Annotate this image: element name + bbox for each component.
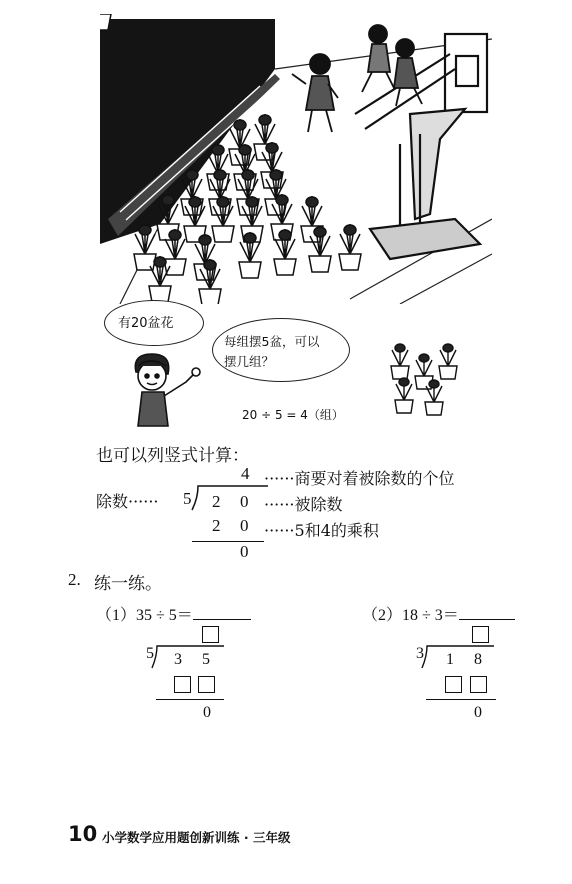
demo-product-tens: 2: [212, 516, 221, 535]
demo-note-quotient: ······商要对着被除数的个位: [264, 469, 455, 488]
bubble-question-line1: 每组摆5盆，可以: [224, 334, 320, 349]
demo-dividend-tens: 2: [212, 492, 221, 511]
exercise-2-dividend-tens: 1: [446, 651, 454, 668]
exercise-1-answer-blank[interactable]: [193, 603, 251, 620]
exercise-2-remainder: 0: [474, 704, 482, 721]
exercise-2-product-box-tens[interactable]: [445, 676, 462, 693]
demo-note-dividend: ······被除数: [264, 495, 343, 514]
intro-text: 也可以列竖式计算：: [96, 446, 249, 466]
exercise-1-product-box-tens[interactable]: [174, 676, 191, 693]
schoolyard-drawing: [100, 14, 492, 304]
demo-remainder: 0: [240, 542, 249, 561]
demo-divisor-label: 除数······: [96, 492, 159, 511]
exercise-1-bracket: [150, 644, 226, 670]
demo-subtraction-line: [192, 541, 264, 542]
girl-icon: [128, 352, 208, 430]
exercise-1-quotient-box[interactable]: [202, 626, 219, 643]
exercise-2-product-box-ones[interactable]: [470, 676, 487, 693]
bubble-flowers-text: 有20盆花: [118, 316, 174, 331]
exercise-1-remainder: 0: [203, 704, 211, 721]
exercise-1-dividend-ones: 5: [202, 651, 210, 668]
exercise-1-product-box-ones[interactable]: [198, 676, 215, 693]
exercise-1-subtraction-line: [156, 699, 224, 700]
exercise-2-prompt: [362, 602, 515, 625]
section-number: 2.: [68, 570, 81, 589]
exercise-2-label: （2）18 ÷ 3＝: [362, 607, 459, 624]
bubble-question-line2: 摆几组？: [224, 354, 275, 369]
demo-note-product: ······5和4的乘积: [264, 521, 379, 540]
exercise-2-dividend-ones: 8: [474, 651, 482, 668]
flower-pot-group: [384, 336, 464, 416]
speech-bubble-question: [212, 318, 350, 382]
page-number: 10: [68, 822, 98, 846]
exercise-2-quotient-box[interactable]: [472, 626, 489, 643]
exercise-1-dividend-tens: 3: [174, 651, 182, 668]
section-title: 练一练。: [94, 574, 162, 594]
illustration-equation: 20 ÷ 5 = 4（组）: [242, 408, 344, 422]
exercise-1-divisor: 5: [146, 645, 154, 662]
exercise-2-bracket: [420, 644, 496, 670]
exercise-2-answer-blank[interactable]: [459, 603, 515, 620]
exercise-2-divisor: 3: [416, 645, 424, 662]
demo-dividend-ones: 0: [240, 492, 249, 511]
demo-product-ones: 0: [240, 516, 249, 535]
division-bracket: [190, 484, 270, 512]
exercise-2-subtraction-line: [426, 699, 496, 700]
illustration: [100, 14, 492, 304]
demo-divisor: 5: [183, 489, 192, 508]
exercise-1-prompt: [96, 602, 251, 625]
exercise-1-label: （1）35 ÷ 5＝: [96, 607, 193, 624]
demo-quotient: 4: [241, 464, 250, 483]
book-title: 小学数学应用题创新训练 · 三年级: [102, 830, 291, 845]
child-figures: [292, 25, 422, 132]
